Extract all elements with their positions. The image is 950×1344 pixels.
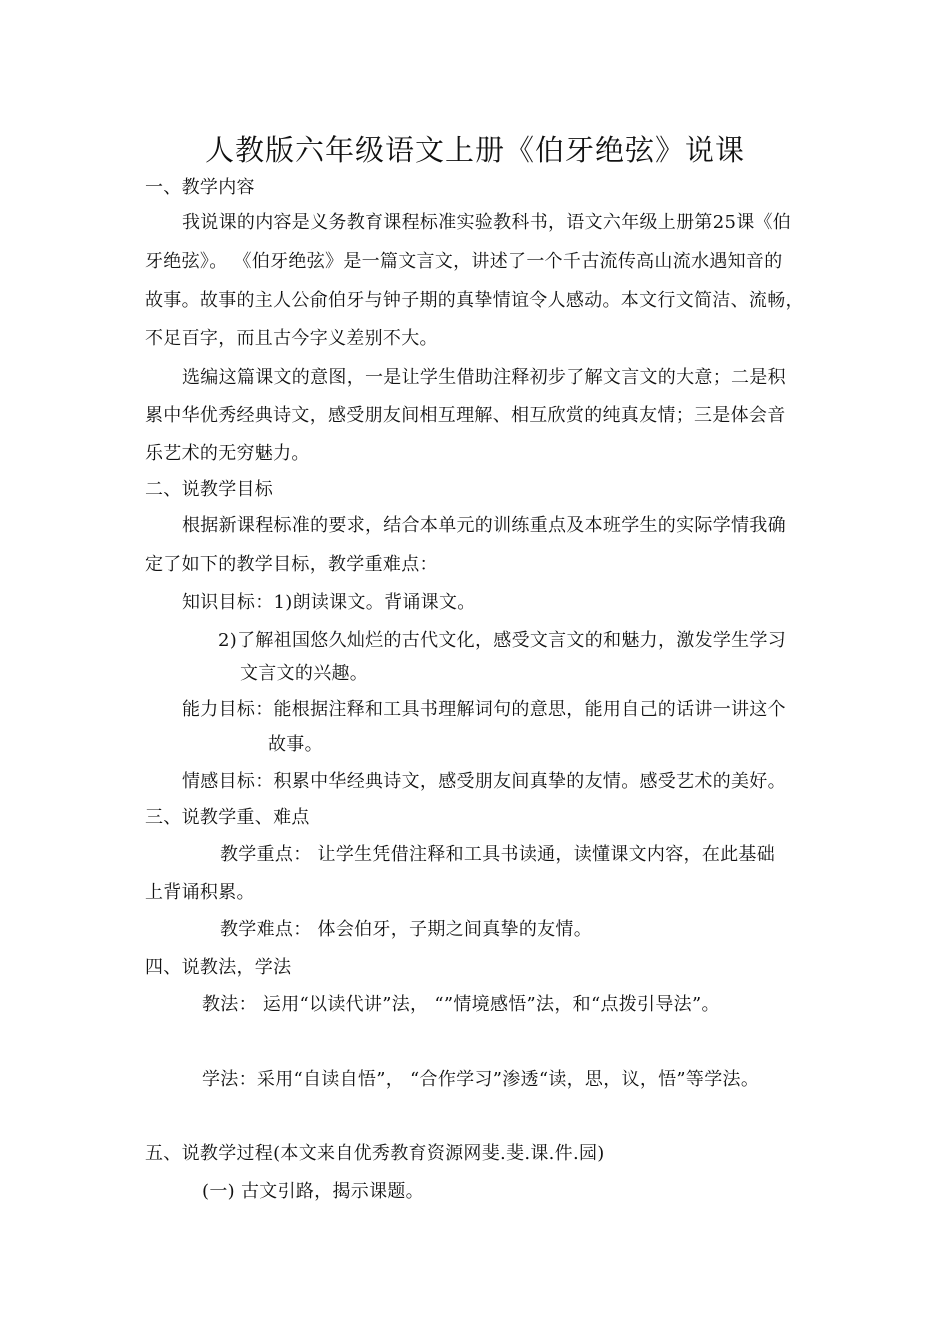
paragraph-line: 情感目标：积累中华经典诗文，感受朋友间真挚的友情。感受艺术的美好。 [182,771,786,792]
paragraph-line: 我说课的内容是义务教育课程标准实验教科书，语文六年级上册第25课《伯 [182,212,792,233]
paragraph-line: 乐艺术的无穷魅力。 [145,443,310,464]
paragraph-line: 能力目标：能根据注释和工具书理解词句的意思，能用自己的话讲一讲这个 [182,699,786,720]
paragraph-line: 文言文的兴趣。 [240,663,369,684]
section-heading-5: 五、说教学过程(本文来自优秀教育资源网斐.斐.课.件.园) [145,1143,605,1164]
paragraph-line: 教法： 运用“以读代讲”法， “”情境感悟”法，和“点拨引导法”。 [202,994,720,1015]
paragraph-line: 故事。故事的主人公俞伯牙与钟子期的真挚情谊令人感动。本文行文简洁、流畅， [145,290,804,311]
paragraph-line: 根据新课程标准的要求，结合本单元的训练重点及本班学生的实际学情我确 [182,515,786,536]
section-heading-4: 四、说教法，学法 [145,957,292,978]
paragraph-line: 2)了解祖国悠久灿烂的古代文化，感受文言文的和魅力，激发学生学习 [218,630,787,651]
paragraph-line: 定了如下的教学目标，教学重难点： [145,554,438,575]
document-title: 人教版六年级语文上册《伯牙绝弦》说课 [204,133,745,167]
paragraph-line: (一) 古文引路，揭示课题。 [202,1181,424,1202]
section-heading-2: 二、说教学目标 [145,479,274,500]
paragraph-line: 累中华优秀经典诗文，感受朋友间相互理解、相互欣赏的纯真友情；三是体会音 [145,405,786,426]
paragraph-line: 不足百字，而且古今字义差别不大。 [145,328,438,349]
section-heading-1: 一、教学内容 [145,177,255,198]
paragraph-line: 选编这篇课文的意图，一是让学生借助注释初步了解文言文的大意；二是积 [182,367,786,388]
paragraph-line: 牙绝弦》。 《伯牙绝弦》是一篇文言文，讲述了一个千古流传高山流水遇知音的 [145,251,783,272]
paragraph-line: 知识目标：1)朗读课文。背诵课文。 [182,592,476,613]
paragraph-line: 故事。 [268,734,323,755]
paragraph-line: 上背诵积累。 [145,882,255,903]
paragraph-line: 教学难点： 体会伯牙，子期之间真挚的友情。 [220,919,593,940]
section-heading-3: 三、说教学重、难点 [145,807,310,828]
paragraph-line: 学法：采用“自读自悟”， “合作学习”渗透“读，思，议，悟”等学法。 [202,1069,760,1090]
paragraph-line: 教学重点： 让学生凭借注释和工具书读通，读懂课文内容，在此基础 [220,844,776,865]
